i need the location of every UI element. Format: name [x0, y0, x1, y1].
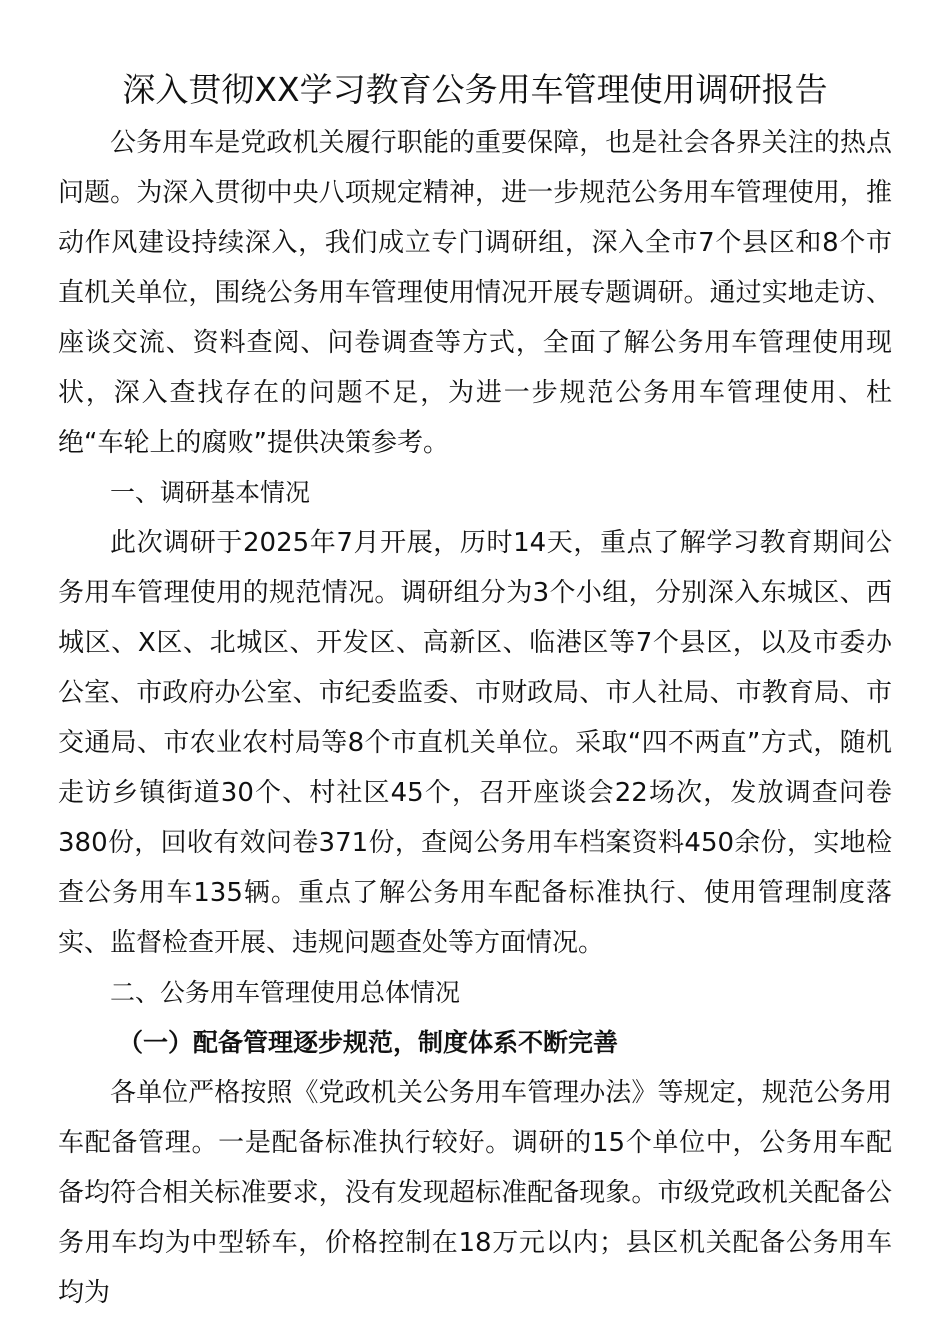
intro-paragraph: 公务用车是党政机关履行职能的重要保障，也是社会各界关注的热点问题。为深入贯彻中央八项规定精神，进一步规范公务用车管理使用，推动作风建设持续深入，我们成立专门调研组，深入全市7个县区和8个市直机关单位，围绕公务用车管理使用情况开展专题调研。通过实地走访、座谈交流、资料查阅、问卷调查等方式，全面了解公务用车管理使用现状，深入查找存在的问题不足，为进一步规范公务用车管理使用、杜绝“车轮上的腐败”提供决策参考。	[58, 128, 892, 458]
section-heading-1: 一、调研基本情况	[110, 478, 311, 507]
subsection-1-paragraph: 各单位严格按照《党政机关公务用车管理办法》等规定，规范公务用车配备管理。一是配备标准执行较好。调研的15个单位中，公务用车配备均符合相关标准要求，没有发现超标准配备现象。市级党政机关配备公务用车均为中型轿车，价格控制在18万元以内；县区机关配备公务用车均为	[58, 1078, 892, 1308]
document-page	[58, 62, 892, 1318]
document-title: 深入贯彻XX学习教育公务用车管理使用调研报告	[122, 70, 828, 109]
section-1-paragraph: 此次调研于2025年7月开展，历时14天，重点了解学习教育期间公务用车管理使用的规范情况。调研组分为3个小组，分别深入东城区、西城区、X区、北城区、开发区、高新区、临港区等7个县区，以及市委办公室、市政府办公室、市纪委监委、市财政局、市人社局、市教育局、市交通局、市农业农村局等8个市直机关单位。采取“四不两直”方式，随机走访乡镇街道30个、村社区45个，召开座谈会22场次，发放调查问卷380份，回收有效问卷371份，查阅公务用车档案资料450余份，实地检查公务用车135辆。重点了解公务用车配备标准执行、使用管理制度落实、监督检查开展、违规问题查处等方面情况。	[58, 528, 892, 958]
section-heading-2: 二、公务用车管理使用总体情况	[110, 978, 461, 1007]
subsection-heading-1: （一）配备管理逐步规范，制度体系不断完善	[118, 1028, 619, 1057]
